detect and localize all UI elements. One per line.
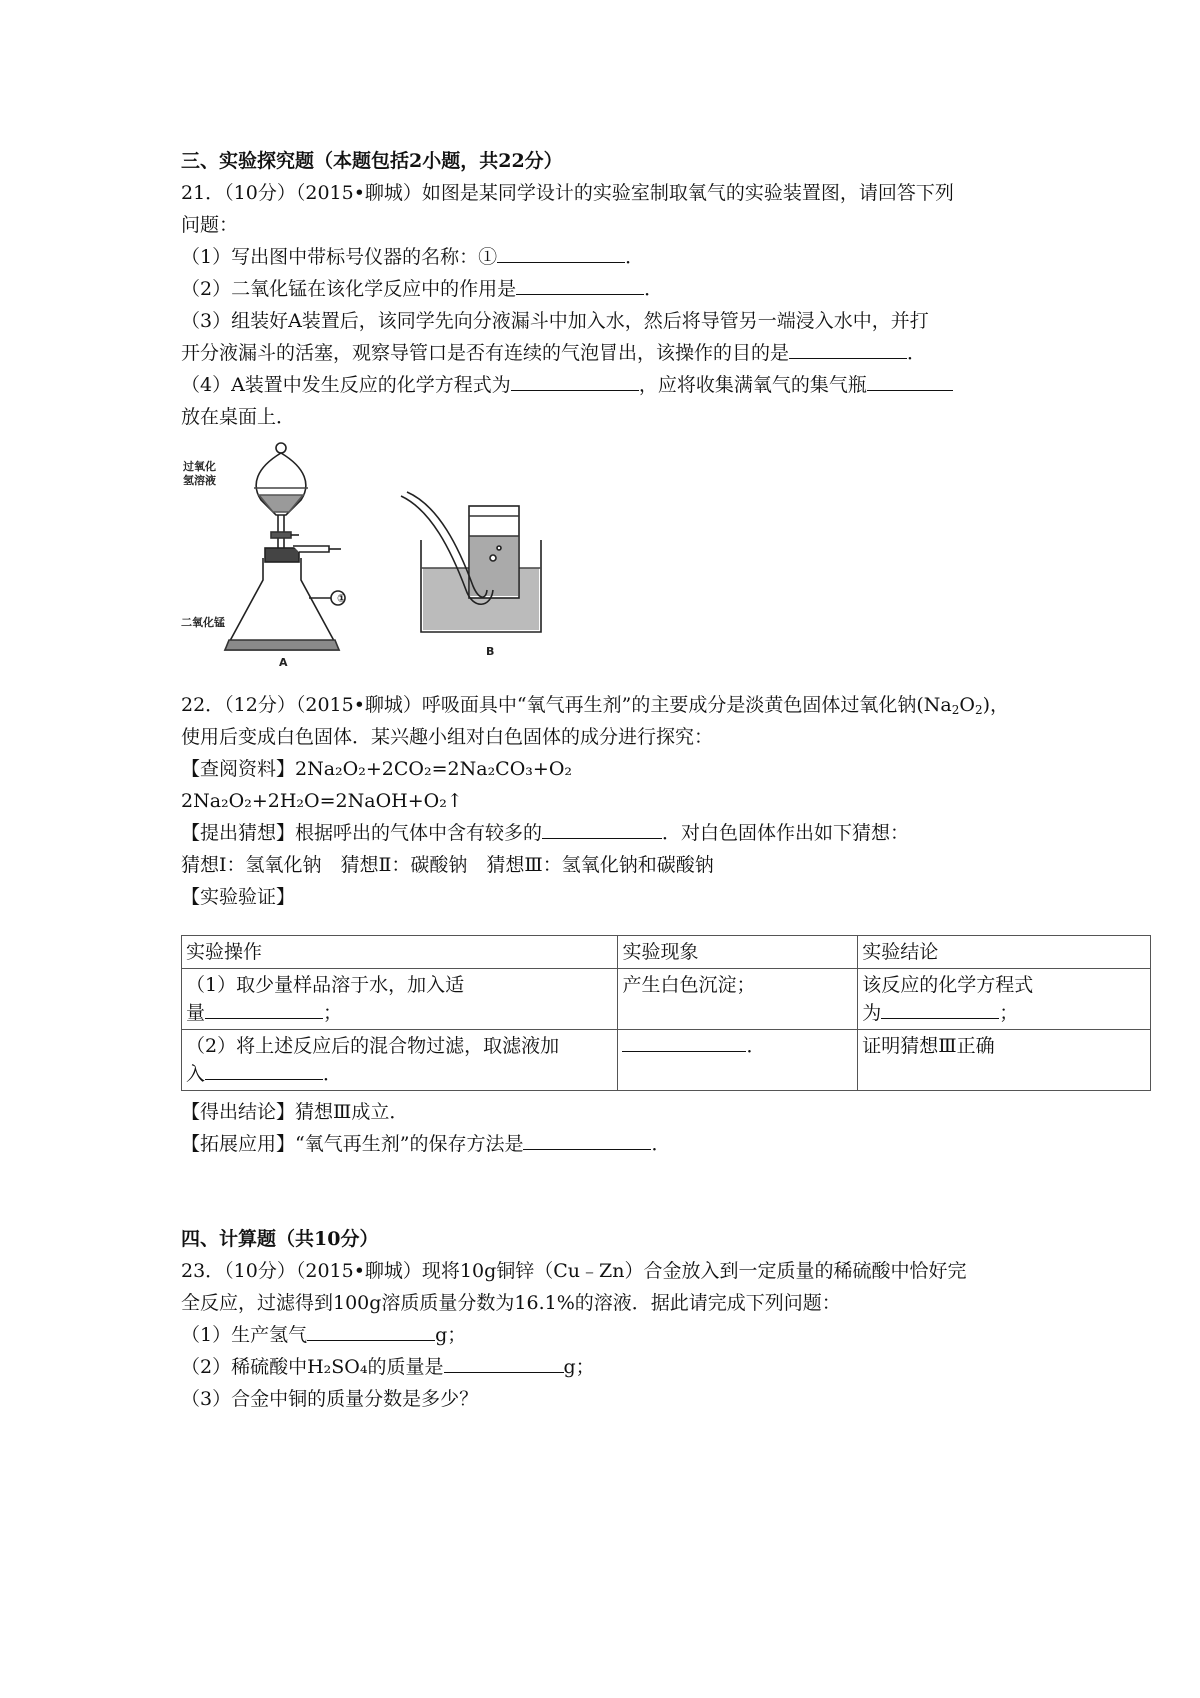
- row1-op-text: 量: [186, 1002, 206, 1024]
- q21-part3-line2: [181, 340, 926, 366]
- q21-part3-blank[interactable]: [789, 340, 907, 359]
- q23-part2: [181, 1354, 595, 1380]
- q22-result-label: 【得出结论】: [181, 1101, 296, 1123]
- row2-op-line1: （2）将上述反应后的混合物过滤，取滤液加: [186, 1035, 560, 1057]
- q22-ext-text: “氧气再生剂”的保存方法是: [295, 1133, 524, 1155]
- q22-data-label: 【查阅资料】: [181, 758, 296, 780]
- figure-label-peroxide-1: 过氧化: [183, 460, 216, 473]
- q21-part4-blank-1[interactable]: [511, 372, 639, 391]
- row2-op-end: ．: [323, 1063, 343, 1085]
- conical-flask-icon: [225, 546, 345, 650]
- q22-result-line: [181, 1099, 408, 1125]
- q22-stem-sub-1: 2: [951, 703, 960, 717]
- row1-concl-line1: 该反应的化学方程式: [862, 974, 1034, 996]
- q21-part2-end: ．: [644, 278, 664, 300]
- q23-part1-blank[interactable]: [307, 1322, 435, 1341]
- q22-stem-line1: [181, 692, 1009, 723]
- table-row: [182, 1030, 1151, 1091]
- row2-phenomenon-blank[interactable]: [622, 1033, 746, 1052]
- q22-stem-text-c: )，: [982, 694, 1009, 716]
- q22-equation-2: 2Na₂O₂+2H₂O=2NaOH+O₂↑: [181, 790, 463, 812]
- q21-stem-line1: 21．（10分）（2015•聊城）如图是某同学设计的实验室制取氧气的实验装置图，请回答下列: [181, 182, 954, 204]
- q22-equation-1: 2Na₂O₂+2CO₂=2Na₂CO₃+O₂: [295, 758, 573, 780]
- q22-hyp-end: ．对白色固体作出如下猜想：: [662, 822, 910, 844]
- q23-part1-end: g；: [435, 1324, 467, 1346]
- q22-stem-sub-2: 2: [974, 703, 983, 717]
- q22-hyp-blank[interactable]: [542, 820, 662, 839]
- q22-result-text: 猜想Ⅲ成立．: [295, 1101, 409, 1123]
- row2-op-text: 入: [186, 1063, 206, 1085]
- q23-part2-text: （2）稀硫酸中H₂SO₄的质量是: [181, 1356, 444, 1378]
- figure-label-a: A: [279, 656, 288, 669]
- q23-part1: [181, 1322, 466, 1348]
- q22-verify-label: 【实验验证】: [181, 886, 296, 908]
- q23-stem-line2: 全反应，过滤得到100g溶质质量分数为16.1%的溶液．据此请完成下列问题：: [181, 1292, 841, 1314]
- q23-part3: （3）合金中铜的质量分数是多少？: [181, 1388, 479, 1410]
- row1-concl-blank[interactable]: [881, 1000, 999, 1019]
- q21-part4: [181, 372, 953, 398]
- q22-hyp-text: 根据呼出的气体中含有较多的: [295, 822, 543, 844]
- row2-phenomenon: [618, 1030, 858, 1091]
- q21-part2-text: （2）二氧化锰在该化学反应中的作用是: [181, 278, 517, 300]
- q21-part3-line1: （3）组装好A装置后，该同学先向分液漏斗中加入水，然后将导管另一端浸入水中，并打: [181, 310, 929, 332]
- row1-op-end: ；: [323, 1002, 343, 1024]
- table-header-conclusion: 实验结论: [858, 936, 1151, 969]
- q21-part1-blank[interactable]: [497, 244, 625, 263]
- row1-concl-line2: [862, 999, 1146, 1027]
- q21-part4-text-b: ，应将收集满氧气的集气瓶: [638, 374, 867, 396]
- row1-phenomenon: 产生白色沉淀；: [618, 969, 858, 1030]
- q22-ext-blank[interactable]: [523, 1131, 651, 1150]
- q22-stem-text-b: O: [959, 694, 975, 716]
- q23-part2-blank[interactable]: [444, 1354, 564, 1373]
- q23-part2-end: g；: [563, 1356, 595, 1378]
- row2-conclusion: 证明猜想Ⅲ正确: [858, 1030, 1151, 1091]
- q23-part1-text: （1）生产氢气: [181, 1324, 308, 1346]
- row1-operation: [182, 969, 618, 1030]
- q21-part1-text: （1）写出图中带标号仪器的名称：①: [181, 246, 498, 268]
- row2-phenomenon-end: ．: [746, 1035, 766, 1057]
- figure-label-mno2: 二氧化锰: [181, 616, 225, 629]
- apparatus-figure: [181, 440, 601, 670]
- row1-concl-end: ；: [999, 1002, 1019, 1024]
- gas-jar-icon: [469, 506, 519, 598]
- q21-part3-end: ．: [907, 342, 927, 364]
- section-title-experiment: 三、实验探究题（本题包括2小题，共22分）: [181, 150, 563, 172]
- row1-op-line2: [186, 999, 613, 1027]
- q21-part1: [181, 244, 644, 270]
- figure-label-marker: ①: [337, 592, 347, 605]
- q21-part1-end: ．: [625, 246, 645, 268]
- row2-op-blank[interactable]: [205, 1061, 323, 1080]
- row1-conclusion: [858, 969, 1151, 1030]
- q22-hypothesis-line: [181, 820, 909, 846]
- experiment-table: [181, 935, 1151, 1091]
- q22-stem-line2: 使用后变成白色固体．某兴趣小组对白色固体的成分进行探究：: [181, 726, 714, 748]
- table-row: [182, 969, 1151, 1030]
- row1-op-line1: （1）取少量样品溶于水，加入适: [186, 974, 465, 996]
- q22-guesses: 猜想Ⅰ：氢氧化钠 猜想Ⅱ：碳酸钠 猜想Ⅲ：氢氧化钠和碳酸钠: [181, 854, 714, 876]
- row2-op-line2: [186, 1060, 613, 1088]
- q22-stem-text-a: 22．（12分）（2015•聊城）呼吸面具中“氧气再生剂”的主要成分是淡黄色固体过氧化钠(Na: [181, 694, 952, 716]
- row1-concl-text: 为: [862, 1002, 882, 1024]
- row2-operation: [182, 1030, 618, 1091]
- q22-data-line: [181, 756, 572, 782]
- q21-part3-text: 开分液漏斗的活塞，观察导管口是否有连续的气泡冒出，该操作的目的是: [181, 342, 790, 364]
- q22-ext-label: 【拓展应用】: [181, 1133, 296, 1155]
- q21-stem-line2: 问题：: [181, 214, 239, 236]
- table-header-row: [182, 936, 1151, 969]
- q22-hyp-label: 【提出猜想】: [181, 822, 296, 844]
- q21-part2: [181, 276, 663, 302]
- figure-label-b: B: [486, 645, 495, 658]
- table-header-phenomenon: 实验现象: [618, 936, 858, 969]
- q22-ext-end: ．: [651, 1133, 671, 1155]
- q23-stem-line1: 23．（10分）（2015•聊城）现将10g铜锌（Cu﹣Zn）合金放入到一定质量的稀硫酸中恰好完: [181, 1260, 967, 1282]
- section-title-calculation: 四、计算题（共10分）: [181, 1228, 379, 1250]
- q21-part4-line2: 放在桌面上．: [181, 406, 296, 428]
- row1-op-blank[interactable]: [205, 1000, 323, 1019]
- figure-label-peroxide-2: 氢溶液: [183, 474, 216, 487]
- q21-part2-blank[interactable]: [516, 276, 644, 295]
- q21-part4-blank-2[interactable]: [867, 372, 953, 391]
- table-header-operation: 实验操作: [182, 936, 618, 969]
- q21-part4-text-a: （4）A装置中发生反应的化学方程式为: [181, 374, 511, 396]
- q22-extension-line: [181, 1131, 670, 1157]
